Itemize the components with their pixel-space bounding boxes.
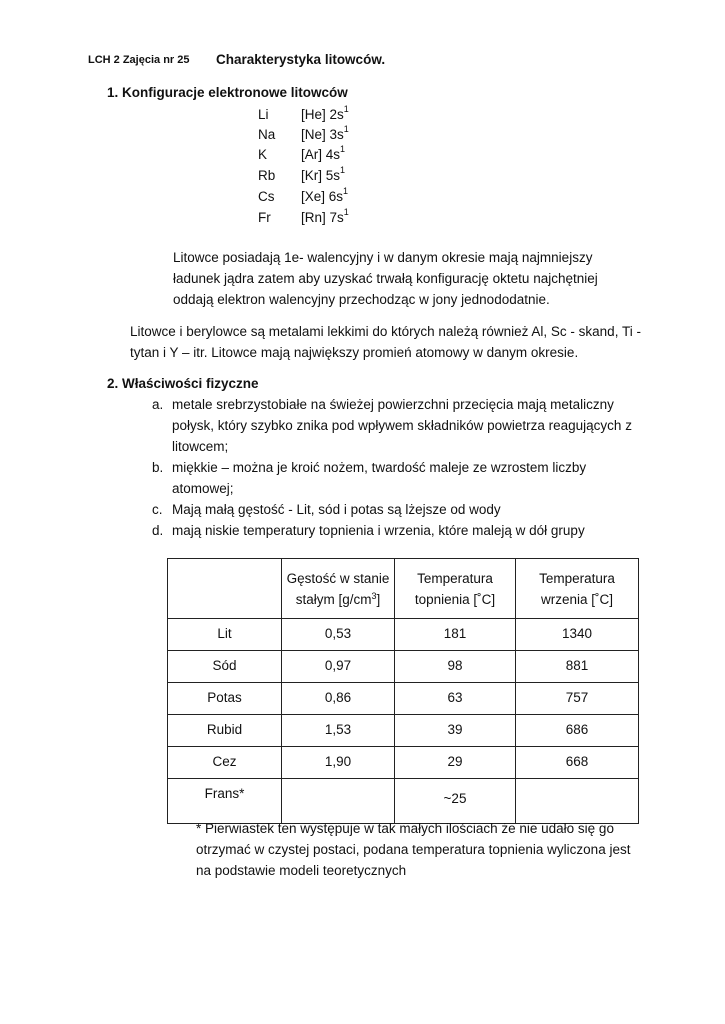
element-symbol: Li: [258, 107, 269, 122]
list-item: miękkie – można je kroić nożem, twardość maleje ze wzrostem liczby atomowej;: [172, 460, 587, 496]
electron-config-list: [258, 104, 378, 237]
section-2-title: 2. Właściwości fizyczne: [107, 376, 259, 391]
table-row: [168, 747, 639, 779]
cell-name: Cez: [168, 747, 282, 779]
page-title: Charakterystyka litowców.: [216, 52, 386, 67]
table-row: [168, 651, 639, 683]
cell-name: Potas: [168, 683, 282, 715]
cell-melt: 63: [395, 683, 516, 715]
element-symbol: Fr: [258, 210, 271, 225]
element-config: [Rn] $7s^1$: [301, 207, 349, 225]
element-config: [He] $2s^1$: [301, 104, 349, 122]
element-symbol: Cs: [258, 189, 275, 204]
cell-name: Rubid: [168, 715, 282, 747]
table-row: [168, 779, 639, 824]
cell-density: 0,53: [282, 619, 395, 651]
section-1-title: 1. Konfiguracje elektronowe litowców: [107, 85, 348, 100]
cell-boil: 881: [516, 651, 639, 683]
list-item-letter: c.: [152, 502, 163, 517]
element-config: [Kr] $5s^1$: [301, 165, 346, 183]
cell-melt: ~25: [395, 779, 516, 824]
cell-name: Lit: [168, 619, 282, 651]
element-symbol: K: [258, 147, 268, 162]
table-header-row: [168, 559, 639, 619]
properties-list: [152, 394, 672, 544]
lesson-code: LCH 2 Zajęcia nr 25: [88, 54, 190, 66]
valence-paragraph: Litowce posiadają 1e- walencyjny i w danym okresie mają najmniejszy ładunek jądra zatem aby uzyskać trwałą konfigurację oktetu najchętniej oddają elektron walencyjny przechodząc w jony jednododatnie.: [173, 250, 598, 307]
header-boiling: Temperatura wrzenia [˚C]: [516, 559, 639, 619]
element-symbol: Na: [258, 127, 276, 142]
list-item: mają niskie temperatury topnienia i wrzenia, które maleją w dół grupy: [172, 523, 585, 538]
cell-boil: 757: [516, 683, 639, 715]
cell-density: 1,90: [282, 747, 395, 779]
footnote: * Pierwiastek ten występuje w tak małych ilościach że nie udało się go otrzymać w czystej postaci, podana temperatura topnienia wyliczona jest na podstawie modeli teoretycznych: [196, 821, 631, 878]
cell-boil: 668: [516, 747, 639, 779]
cell-melt: 39: [395, 715, 516, 747]
table-row: [168, 683, 639, 715]
cell-density: 0,97: [282, 651, 395, 683]
cell-name: Sód: [168, 651, 282, 683]
cell-density: 0,86: [282, 683, 395, 715]
list-item: Mają małą gęstość - Lit, sód i potas są lżejsze od wody: [172, 502, 501, 517]
cell-boil: [516, 779, 639, 824]
list-item-letter: d.: [152, 523, 164, 538]
header-density: Gęstość w stanie stałym $[g/cm^3]$: [282, 559, 395, 619]
cell-melt: 29: [395, 747, 516, 779]
table-row: [168, 715, 639, 747]
list-item-letter: a.: [152, 397, 164, 412]
cell-melt: 98: [395, 651, 516, 683]
element-config: [Xe] $6s^1$: [301, 186, 349, 204]
list-item: metale srebrzystobiałe na świeżej powierzchni przecięcia mają metaliczny połysk, który szybko znika pod wpływem składników powietrza reagujących z litowcem;: [172, 397, 632, 454]
light-metals-paragraph: Litowce i berylowce są metalami lekkimi do których należą również Al, Sc - skand, Ti - tytan i Y – itr. Litowce mają największy promień atomowy w danym okresie.: [130, 324, 641, 360]
element-symbol: Rb: [258, 168, 276, 183]
element-config: [Ar] $4s^1$: [301, 144, 346, 162]
table-row: [168, 619, 639, 651]
list-item-letter: b.: [152, 460, 164, 475]
cell-density: 1,53: [282, 715, 395, 747]
header-melting: Temperatura topnienia [˚C]: [395, 559, 516, 619]
cell-melt: 181: [395, 619, 516, 651]
properties-table: [167, 558, 639, 824]
cell-boil: 1340: [516, 619, 639, 651]
element-config: [Ne] $3s^1$: [301, 124, 349, 142]
cell-boil: 686: [516, 715, 639, 747]
header-element: [168, 559, 282, 619]
cell-name: Frans*: [168, 779, 282, 824]
cell-density: [282, 779, 395, 824]
